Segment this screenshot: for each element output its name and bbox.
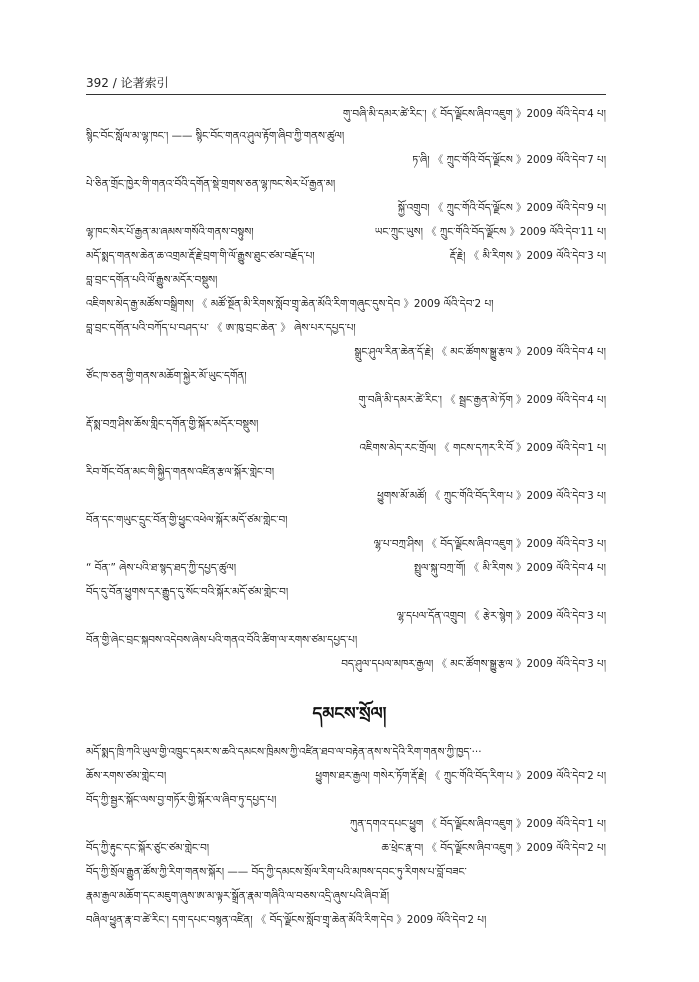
index-entry-row	[86, 766, 606, 786]
index-entry-author-line: ཆ་ཕྲེང་རྣ་བ། 《 བོད་ལྗོངས་ཞིབ་འཇུག 》2009 ལོའི་དེབ་2 པ།	[381, 842, 606, 854]
index-entry-title: སྙིང་བོང་སློལ་མ་ལྷ་ཁང་། —— སྙིང་བོང་གནའ་ཤུལ་རྟོག་ཞིབ་ཀྱི་གནས་ཚུལ།	[86, 130, 345, 142]
index-entry-author-line: འཇིགས་མེད་རང་གྲོལ། 《 གངས་དཀར་རི་བོ 》2009 ལོའི་དེབ་1 པ།	[359, 442, 606, 454]
index-entry-row	[86, 838, 606, 858]
index-entry-title-with-source: འཇིགས་མེད་རྒྱ་མཚོས་བསྒྲིགས། 《 མཚོ་སྔོན་མི་རིགས་སློབ་གྲྭ་ཆེན་མོའི་རིག་གཞུང་དུས་དེབ 》2009 ལོའི་དེབ་2 པ།	[86, 298, 494, 310]
index-entry-title: ལྷ་ཁང་སེར་པོ་རྒྱན་མ་ཞམས་གསོའི་གནས་བསྟུས།	[86, 226, 254, 238]
section-heading: དམངས་སྲོལ།	[312, 704, 387, 724]
index-entry-title: རྡོ་སྨ་བཀྲ་ཤིས་ཆོས་གླིང་དགོན་གྱི་སྐོར་མདོར་བསྡུས།	[86, 418, 259, 430]
index-entry-author-line: ཕྱུགས་མོ་མཚོ། 《 ཀྲུང་གོའི་བོད་རིག་པ 》2009 ལོའི་དེབ་3 པ།	[377, 490, 606, 502]
index-entry-author-line: སྤྲུལ་སྐུ་བཀྲ་གོ། 《 མི་རིགས 》2009 ལོའི་དེབ་4 པ།	[413, 562, 606, 574]
index-entry-title: བླ་བྲང་དགོན་པའི་ལོ་རྒྱུས་མདོར་བསྡུས།	[86, 274, 218, 286]
page-number-label: 392 / 论著索引	[86, 76, 169, 90]
index-entry-title: བོད་ཀྱི་སྦྱར་སྐོང་ལས་བྱ་གཏོར་གྱི་སྐོར་ལ་ཞིབ་ཏུ་དཔྱད་པ།	[86, 794, 277, 806]
index-entry-title: “ བོན་” ཞེས་པའི་ཐ་སྙད་ཐད་ཀྱི་དཔྱད་ཚུལ།	[86, 562, 237, 574]
index-entry-row	[86, 246, 606, 266]
index-entry-author-line: གུ་བཞི་མི་དམར་ཚེ་རིང་།《 བོད་ལྗོངས་ཞིབ་འཇུག 》2009 ལོའི་དེབ་4 པ།	[342, 108, 606, 120]
index-entry-title: རྣམ་རྒྱལ་མཆོག་དང་མཇུག་ཞུས་ཨ་མ་ལྟར་སྒྲོན་རྣམ་གཞིའི་ལ་བཅས་འདྲི་ཞུས་པའི་ཞིབ་ཐོ།	[86, 890, 389, 902]
index-entry-author-line: ཕྱུགས་ཐར་རྒྱལ། གསེར་ཏོག་རྡོ་རྗེ། 《 ཀྲུང་གོའི་བོད་རིག་པ 》2009 ལོའི་དེབ་2 པ།	[315, 770, 606, 782]
index-entry-title: བླ་བྲང་དགོན་པའི་བཀོད་པ་བཤད་པ་ 《 ཨ་ཁུ་བྲང་ཆེན་ 》 ཞེས་པར་དཔྱད་པ།	[86, 322, 356, 334]
index-entry-author-line: ཏ་ཞི། 《 ཀྲུང་གོའི་བོད་ལྗོངས 》2009 ལོའི་དེབ་7 པ།	[412, 154, 606, 166]
index-entry-row	[86, 558, 606, 578]
index-entry-author-line: ཡང་ཀྲུང་ཡུས། 《 ཀྲུང་གོའི་བོད་ལྗོངས 》2009 ལོའི་དེབ་11 པ།	[374, 226, 606, 238]
index-entry-author-line: གུ་བཞི་མི་དམར་ཚེ་རིང་། 《 སྦྲང་རྒྱན་མེ་ཏོག 》2009 ལོའི་དེབ་4 པ།	[358, 394, 606, 406]
index-entry-row	[86, 222, 606, 242]
running-header	[86, 72, 606, 95]
index-entry-title: རིབ་གོང་བོན་མང་གི་སྐྱིད་གནས་འཛིན་རྩལ་སྐོར་གླེང་བ།	[86, 466, 275, 478]
index-entry-author-line: ཀུན་དགའ་དཔང་ཕྱུག 《 བོད་ལྗོངས་ཞིབ་འཇུག 》2009 ལོའི་དེབ་1 པ།	[349, 818, 606, 830]
index-entry-author-line: བཞིལ་ཕྱུན་རྣ་བ་ཚེ་རིང་། དག་དཔང་བསྙན་འཛིན། 《 བོད་ལྗོངས་སློབ་གྲྭ་ཆེན་མོའི་རིག་དེབ 》2009 ལོའི་དེབ་2 པ།	[86, 914, 487, 926]
index-entry-title: མདོ་སྨད་ཁྲི་ཀའི་ཡུལ་གྱི་འཁྲུང་དམར་ས་ཆའི་དམངས་ཁྲིམས་ཀྱི་འཛིན་ཐབ་ལ་བརྟེན་ནས་ས་དེའི་རིག་གནས་ཀྱི་ཁྱད་···	[86, 746, 482, 758]
index-entry-author-line: ལྷ་པ་བཀྲ་ཤིས། 《 བོད་ལྗོངས་ཞིབ་འཇུག 》2009 ལོའི་དེབ་3 པ།	[373, 538, 606, 550]
index-entry-author-line: སྐྱོ་འགྲུབ། 《 ཀྲུང་གོའི་བོད་ལྗོངས 》2009 ལོའི་དེབ་9 པ།	[397, 202, 606, 214]
index-entry-title: མདོ་སྨད་གནས་ཆེན་ཆ་འགྲམ་རྡོ་རྗེ་བྲག་གི་ལོ་རྒྱུས་ཐུང་ཙམ་བརྗོད་པ།	[86, 250, 315, 262]
index-entry-title: བོད་དུ་བོན་ཕྱུགས་དར་རྒྱུད་དུ་སོང་བའི་སྐོར་མདོ་ཙམ་གླེང་བ།	[86, 586, 289, 598]
index-entry-author-line: ལྷ་དཔལ་དོན་འགྲུབ། 《 རྩེར་སྙེག 》2009 ལོའི་དེབ་3 པ།	[396, 610, 606, 622]
index-entry-author-line: བད་ཤུལ་དཔལ་མཁར་རྒྱལ། 《 མང་ཚོགས་སྒྱུ་རྩལ 》2009 ལོའི་དེབ་3 པ།	[341, 658, 606, 670]
index-entry-title: བོན་དང་གཡུང་དྲུང་བོན་གྱི་ཕྱུང་འཕེལ་སྐོར་མདོ་ཙམ་གླེང་བ།	[86, 514, 288, 526]
index-entry-author-line: སྒྲུང་ཤུལ་རིན་ཆེན་དོ་རྗེ། 《 མང་ཚོགས་སྒྱུ་རྩལ 》2009 ལོའི་དེབ་4 པ།	[354, 346, 606, 358]
index-entry-title: པེ་ཅིན་གྲོང་ཁྱེར་གི་གནའ་བོའི་དགོན་སྡེ་གྲགས་ཅན་ལྷ་ཁང་སེར་པོ་རྒྱན་མ།	[86, 178, 336, 190]
index-entry-title: བོད་ཀྱི་རྟུང་དང་སྐོར་ཙུང་ཙམ་གླེང་བ།	[86, 842, 210, 854]
index-entry-author-line: རྡོ་རྗེ། 《 མི་རིགས 》2009 ལོའི་དེབ་3 པ།	[449, 250, 606, 262]
index-entry-title: ཆོས་རགས་ཙམ་གླེང་བ།	[86, 770, 167, 782]
index-entry-title: བོན་གྱི་ཞེང་བྲང་སྐབས་འདེབས་ཞེས་པའི་གནའ་བོའི་ཚིག་ལ་རགས་ཙམ་དཔྱད་པ།	[86, 634, 358, 646]
index-entry-title: བོད་ཀྱི་སྲོལ་རྒྱུན་ཚོས་ཀྱི་རིག་གནས་སྐོར། —— བོད་ཀྱི་དམངས་སྲོལ་རིག་པའི་མཁས་དབང་ཏུ་རིགས་པ་བློ་བཟང་	[86, 866, 467, 878]
index-entry-title: ཙོང་ཁ་ཅན་གྱི་གནས་མཆོག་སྐྱེར་མོ་ཡུང་དགོན།	[86, 370, 247, 382]
